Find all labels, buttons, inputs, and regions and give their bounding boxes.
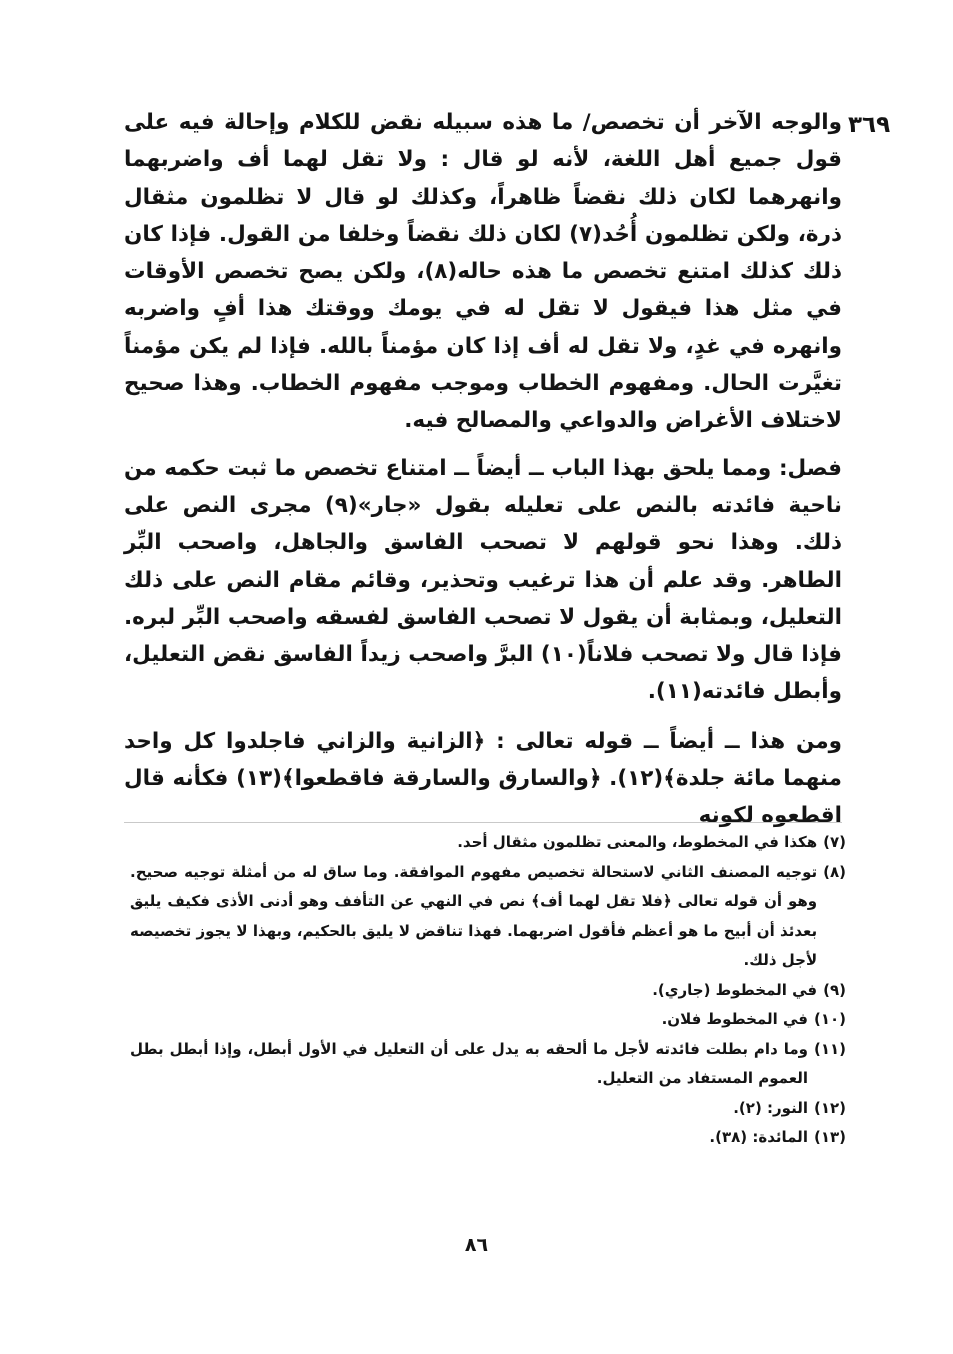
footnote-8	[130, 858, 846, 976]
paragraph-1: والوجه الآخر أن تخصص/ ما هذه سبيله نقض للكلام وإحالة فيه على قول جميع أهل اللغة، لأنه لو قال : ولا تقل لهما أف واضربهما وانهرهما لكان ذلك نقضاً ظاهراً، وكذلك لو قال لا تظلمون مثقال ذرة، ولكن تظلمون أُحُد(٧) لكان ذلك نقضاً وخلفا من القول. فإذا كان ذلك كذلك امتنع تخصص ما هذه حاله(٨)، ولكن يصح تخصص الأوقات في مثل هذا فيقول لا تقل له في يومك ووقتك هذا أفٍ واضربه وانهره في غدٍ، ولا تقل له أف إذا كان مؤمناً بالله. فإذا لم يكن مؤمناً تغيَّرت الحال. ومفهوم الخطاب وموجب مفهوم الخطاب. وهذا صحيح لاختلاف الأغراض والدواعي والمصالح فيه.	[124, 110, 842, 434]
page-number: ٨٦	[464, 1234, 489, 1256]
footnote-number: (١٢)	[813, 1098, 846, 1117]
footnote-number: (٩)	[823, 980, 846, 999]
footnote-13	[130, 1123, 846, 1153]
footnote-number: (٧)	[823, 833, 846, 851]
paragraph-2: فصل: ومما يلحق بهذا الباب ــ أيضاً ــ امتناع تخصص ما ثبت حكمه من ناحية فائدته بالنص على تعليله بقول «جار»(٩) مجرى النص على ذلك. وهذا نحو قولهم لا تصحب الفاسق والجاهل، واصحب البِّر الطاهر. وقد علم أن هذا ترغيب وتحذير، وقائم مقام النص على ذلك التعليل، وبمثابة أن يقول لا تصحب الفاسق لفسقه واصحب البِّر لبره. فإذا قال ولا تصحب فلاناً(١٠) البرَّ واصحب زيداً الفاسق نقض التعليل، وأبطل فائدته(١١).	[124, 455, 842, 705]
footnote-11	[130, 1035, 846, 1094]
footnote-text: المائدة: (٣٨).	[709, 1128, 808, 1146]
footnote-10	[130, 1005, 846, 1035]
footnote-9	[130, 976, 846, 1006]
manuscript-page-number: ٣٦٩	[848, 112, 891, 138]
footnote-text: في المخطوط فلان.	[661, 1010, 808, 1028]
footnote-text: في المخطوط (جاري).	[652, 980, 818, 999]
footnote-divider	[124, 822, 842, 823]
footnote-text: توجيه المصنف الثاني لاستحالة تخصيص مفهوم الموافقة. وما ساق له من أمثلة توجيه صحيح. وهو أن قوله تعالى ﴿فلا تقل لهما أف﴾ نص في النهي عن التأفف وهو أدنى الأذى فكيف يليق بعدئذ أن أبيح ما هو أعظم فأقول اضربهما. فهذا تناقض لا يليق بالحكيم، وبهذا لا يجوز تخصيصه لأجل ذلك.	[130, 862, 818, 969]
footnote-number: (١١)	[813, 1039, 846, 1058]
footnote-text: هكذا في المخطوط، والمعنى تظلمون مثقال أحد.	[457, 833, 818, 851]
paragraph-3: ومن هذا ــ أيضاً ــ قوله تعالى : ﴿الزانية والزاني فاجلدوا كل واحد منهما مائة جلدة﴾(١٢). ﴿والسارق والسارقة فاقطعوا﴾(١٣) فكأنه قال اقطعوه لكونه	[124, 728, 842, 829]
footnotes	[130, 828, 846, 1153]
footnote-number: (١٠)	[813, 1010, 846, 1028]
footnote-text: وما دام بطلت فائدته لأجل ما ألحقه به يدل على أن التعليل في الأول أبطل، وإذا أبطل بطل العموم المستفاد من التعليل.	[130, 1039, 808, 1087]
footnote-12	[130, 1094, 846, 1124]
footnote-7	[130, 828, 846, 858]
main-text	[124, 104, 842, 835]
footnote-text: النور: (٢).	[733, 1098, 808, 1117]
footnote-number: (١٣)	[813, 1128, 846, 1146]
footnote-number: (٨)	[823, 862, 846, 881]
